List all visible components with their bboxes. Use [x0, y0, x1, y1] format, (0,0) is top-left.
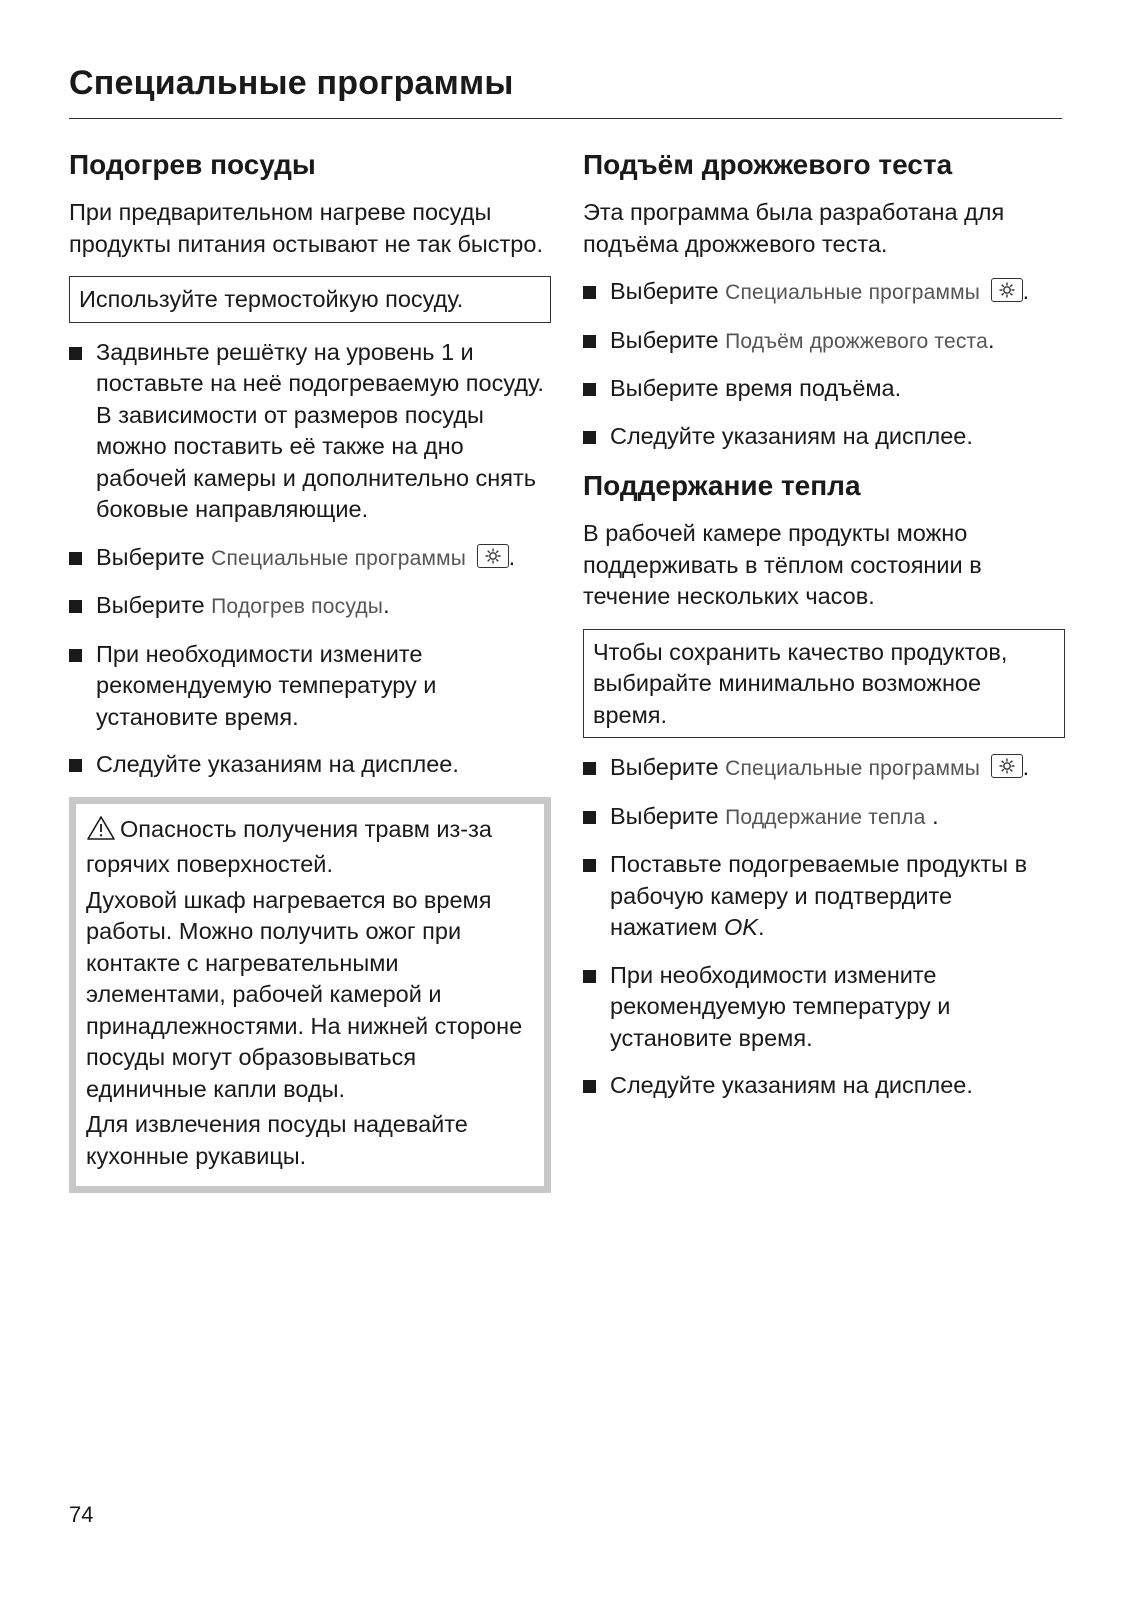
- square-bullet-icon: [583, 762, 596, 775]
- step-after: .: [508, 543, 516, 570]
- warning-title: Опасность получения травм из-за горячих поверхностей.: [86, 815, 492, 877]
- list-item: [69, 542, 551, 575]
- step-text: Выберите время подъёма.: [610, 375, 902, 401]
- step-after: .: [988, 326, 995, 353]
- list-item: [583, 325, 1065, 358]
- title-divider: [69, 118, 1062, 119]
- square-bullet-icon: [583, 811, 596, 824]
- square-bullet-icon: [69, 759, 82, 772]
- step-text: Задвиньте решётку на уровень 1 и поставьте на неё подогреваемую посуду. В зависимости от размеров посуды можно поставить её также на дно рабочей камеры и дополнительно снять боковые направляющие.: [96, 338, 544, 522]
- note-box: Используйте термостойкую посуду.: [69, 276, 551, 323]
- square-bullet-icon: [583, 859, 596, 872]
- step-text: Следуйте указаниям на дисплее.: [610, 1072, 973, 1098]
- step-text: Следуйте указаниям на дисплее.: [96, 751, 459, 777]
- section-heading-keep-warm: Поддержание тепла: [583, 470, 861, 501]
- list-item: [583, 421, 1065, 453]
- square-bullet-icon: [583, 1080, 596, 1093]
- list-item: [583, 1070, 1065, 1102]
- list-item: [69, 590, 551, 623]
- left-column: [69, 147, 551, 1193]
- warning-triangle-icon: [86, 815, 116, 850]
- step-lead: Выберите: [96, 543, 212, 570]
- step-text: Поставьте подогреваемые продукты в рабочую камеру и подтвердите нажатием: [610, 851, 1028, 940]
- square-bullet-icon: [583, 335, 596, 348]
- square-bullet-icon: [69, 347, 82, 360]
- display-text: Специальные программы: [211, 546, 467, 570]
- section-heading-dish-warming: Подогрев посуды: [69, 149, 316, 180]
- square-bullet-icon: [69, 649, 82, 662]
- step-list: [583, 276, 1065, 452]
- ok-key-label: OK: [723, 914, 758, 940]
- section-intro: В рабочей камере продукты можно поддерживать в тёплом состоянии в течение нескольких часов.: [583, 520, 982, 609]
- warning-paragraph: Духовой шкаф нагревается во время работы. Можно получить ожог при контакте с нагревательными элементами, рабочей камерой и принадлежностями. На нижней стороне посуды могут образовываться единичные капли воды.: [86, 886, 523, 1102]
- special-programs-key-icon: [991, 278, 1023, 302]
- display-text: Подогрев посуды: [211, 595, 384, 618]
- step-text: При необходимости измените рекомендуемую температуру и установите время.: [610, 961, 951, 1051]
- list-item: [69, 749, 551, 781]
- step-lead: Выберите: [610, 754, 726, 780]
- list-item: [69, 337, 551, 526]
- right-column: [583, 147, 1065, 1118]
- square-bullet-icon: [583, 286, 596, 299]
- step-after: .: [757, 914, 765, 940]
- display-text: Подъём дрожжевого теста: [725, 329, 988, 353]
- section-heading-dough-proving: Подъём дрожжевого теста: [583, 149, 953, 180]
- step-after: .: [1022, 278, 1030, 304]
- display-text: Поддержание тепла: [725, 805, 926, 829]
- list-item: [583, 960, 1065, 1055]
- step-list: [583, 752, 1065, 1102]
- page-title: Специальные программы: [69, 64, 514, 102]
- special-programs-key-icon: [991, 754, 1023, 778]
- list-item: [583, 801, 1065, 834]
- step-after: .: [383, 592, 390, 618]
- step-text: Следуйте указаниям на дисплее.: [610, 422, 973, 449]
- special-programs-key-icon: [477, 544, 509, 568]
- list-item: [583, 849, 1065, 944]
- list-item: [583, 373, 1065, 405]
- display-text: Специальные программы: [725, 281, 981, 304]
- step-after: .: [925, 802, 939, 829]
- display-text: Специальные программы: [725, 757, 981, 780]
- square-bullet-icon: [69, 552, 82, 565]
- list-item: [583, 752, 1065, 785]
- section-intro: Эта программа была разработана для подъёма дрожжевого теста.: [583, 199, 1005, 257]
- step-lead: Выберите: [96, 592, 212, 618]
- step-list: [69, 337, 551, 781]
- list-item: [583, 276, 1065, 309]
- warning-paragraph: Для извлечения посуды надевайте кухонные рукавицы.: [86, 1111, 468, 1169]
- square-bullet-icon: [69, 600, 82, 613]
- list-item: [69, 639, 551, 734]
- step-lead: Выберите: [610, 278, 726, 304]
- square-bullet-icon: [583, 383, 596, 396]
- step-lead: Выберите: [610, 802, 726, 829]
- page-number: 74: [69, 1502, 94, 1527]
- section-intro: При предварительном нагреве посуды продукты питания остывают не так быстро.: [69, 199, 543, 257]
- square-bullet-icon: [583, 970, 596, 983]
- square-bullet-icon: [583, 431, 596, 444]
- step-lead: Выберите: [610, 326, 726, 353]
- note-box: Чтобы сохранить качество продуктов, выбирайте минимально возможное время.: [583, 629, 1065, 739]
- warning-box: [69, 797, 551, 1194]
- step-after: .: [1022, 754, 1030, 780]
- step-text: При необходимости измените рекомендуемую температуру и установите время.: [96, 640, 437, 730]
